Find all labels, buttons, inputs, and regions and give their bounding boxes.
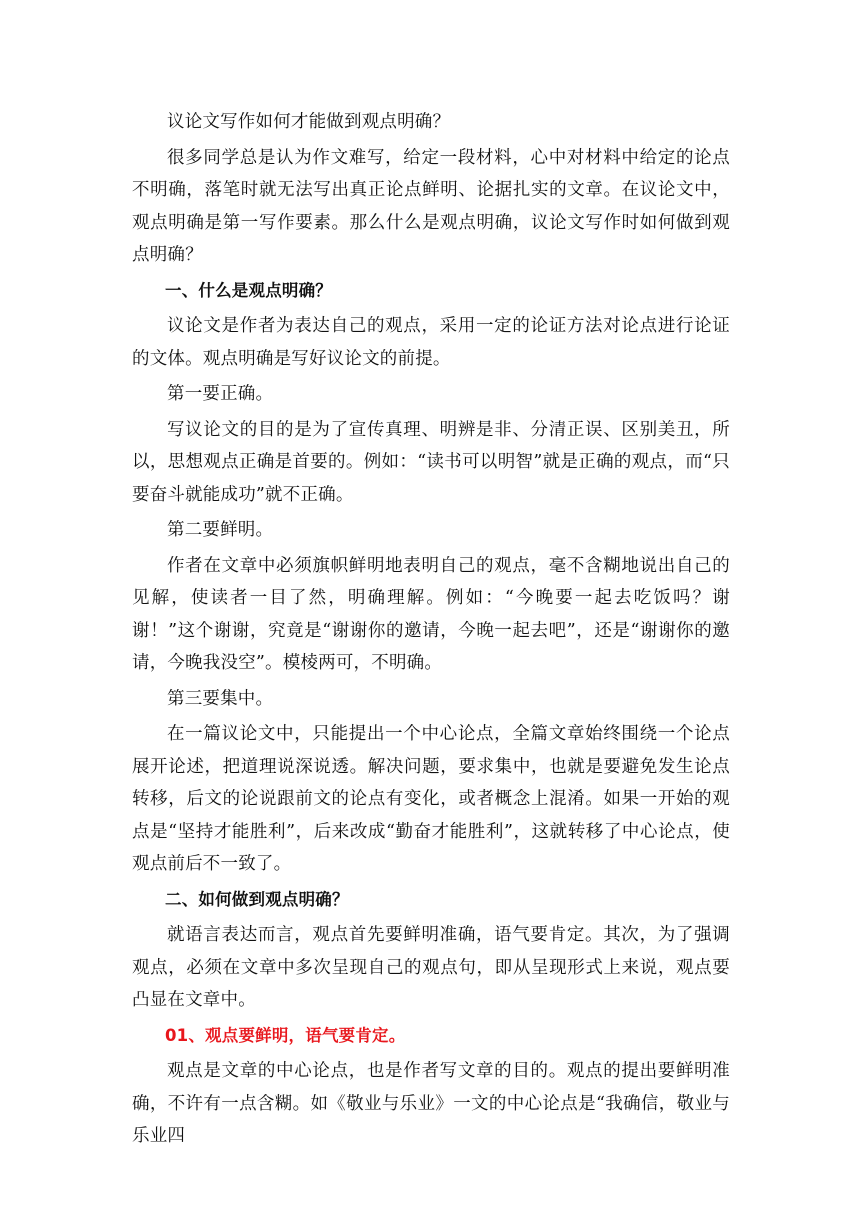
subheading-focused: 第三要集中。 <box>167 688 274 709</box>
paragraph-how: 就语言表达而言，观点首先要鲜明准确，语气要肯定。其次，为了强调观点，必须在文章中多次呈现自己的观点句，即从呈现形式上来说，观点要凸显在文章中。 <box>132 925 730 1010</box>
paragraph-focused: 在一篇议论文中，只能提出一个中心论点，全篇文章始终围绕一个论点展开论述，把道理说深说透。解决问题，要求集中，也就是要避免发生论点转移，后文的论说跟前文的论点有变化，或者概念上混淆。如果一开始的观点是“坚持才能胜利”，后来改成“勤奋才能胜利”，这就转移了中心论点，使观点前后不一致了。 <box>132 724 730 874</box>
document-page <box>132 106 730 1153</box>
paragraph-correct: 写议论文的目的是为了宣传真理、明辨是非、分清正误、区别美丑，所以，思想观点正确是首要的。例如：“读书可以明智”就是正确的观点，而“只要奋斗就能成功”就不正确。 <box>132 419 730 505</box>
paragraph-viewpoint: 观点是文章的中心论点，也是作者写文章的目的。观点的提出要鲜明准确，不许有一点含糊。如《敬业与乐业》一文的中心论点是“我确信，敬业与乐业四 <box>132 1061 730 1146</box>
paragraph-distinct: 作者在文章中必须旗帜鲜明地表明自己的观点，毫不含糊地说出自己的见解，使读者一目了然，明确理解。例如：“今晚要一起去吃饭吗？谢谢！”这个谢谢，究竟是“谢谢你的邀请，今晚一起去吧”，还是“谢谢你的邀请，今晚我没空”。模棱两可，不明确。 <box>132 555 730 673</box>
paragraph-definition: 议论文是作者为表达自己的观点，采用一定的论证方法对论点进行论证的文体。观点明确是写好议论文的前提。 <box>132 316 730 369</box>
section-heading-2: 二、如何做到观点明确？ <box>165 889 349 909</box>
highlight-heading-01: 01、观点要鲜明，语气要肯定。 <box>165 1025 406 1045</box>
doc-title: 议论文写作如何才能做到观点明确？ <box>167 112 451 132</box>
subheading-correct: 第一要正确。 <box>167 384 274 404</box>
section-heading-1: 一、什么是观点明确？ <box>165 280 332 300</box>
subheading-distinct: 第二要鲜明。 <box>167 520 274 540</box>
intro-paragraph: 很多同学总是认为作文难写，给定一段材料，心中对材料中给定的论点不明确，落笔时就无法写出真正论点鲜明、论据扎实的文章。在议论文中，观点明确是第一写作要素。那么什么是观点明确，议论文写作时如何做到观点明确？ <box>132 147 730 265</box>
